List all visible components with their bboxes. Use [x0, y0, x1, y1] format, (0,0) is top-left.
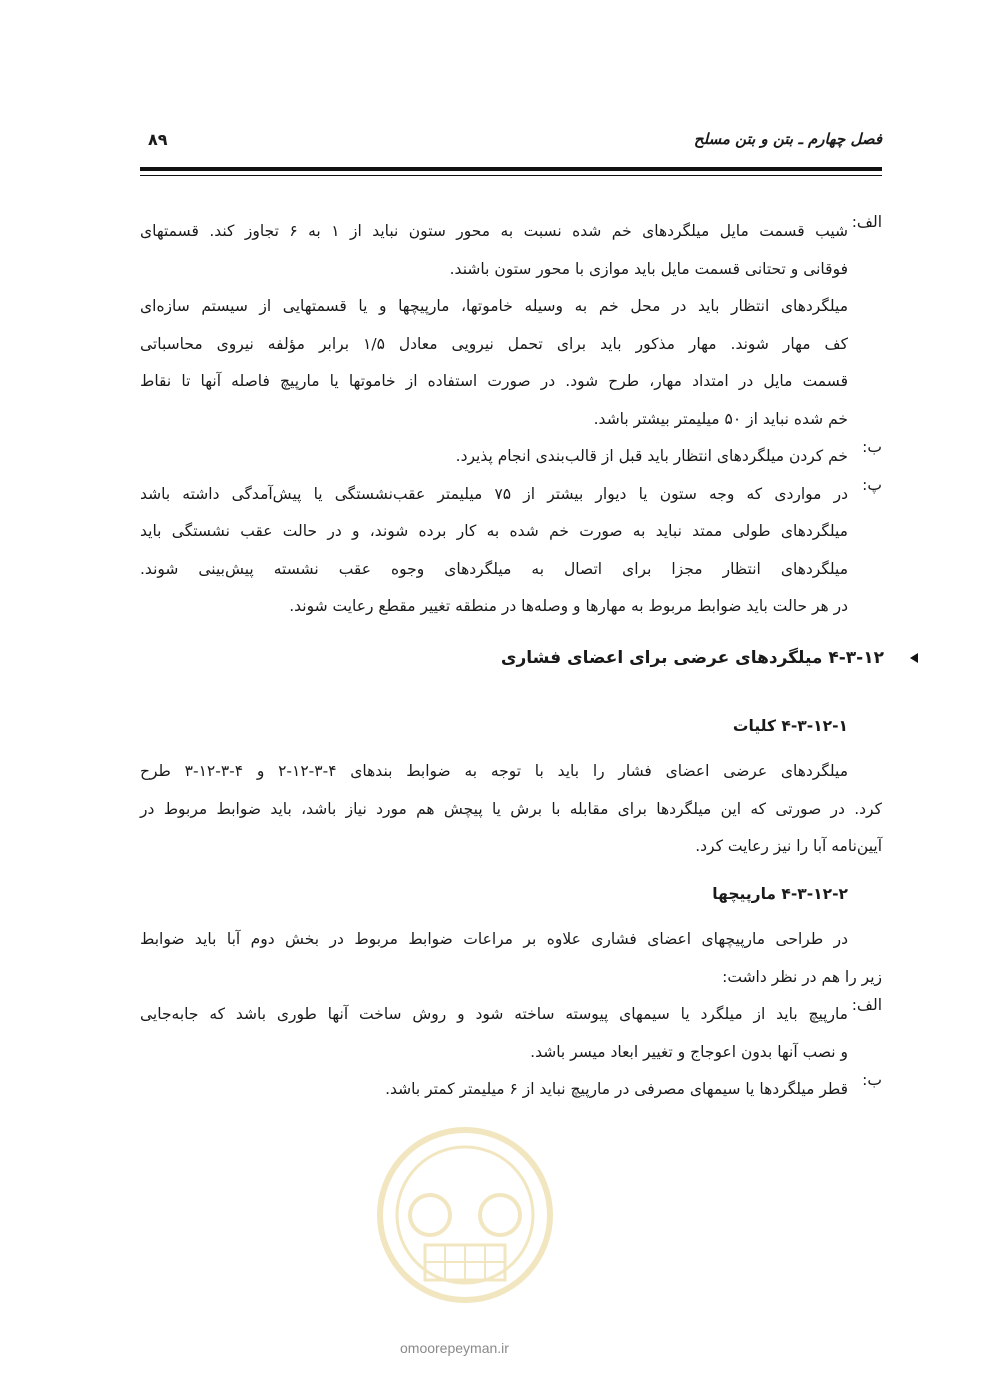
page-content [140, 213, 882, 1109]
item-body [140, 476, 848, 626]
item-marker: الف: [851, 213, 882, 231]
text-line: کف مهار شوند. مهار مذکور باید برای تحمل نیرویی معادل ۱/۵ برابر مؤلفه نیروی محاسباتی [140, 334, 848, 353]
text-line: میلگردهای انتظار باید در محل خم به وسیله خاموتها، مارپیچها و یا قسمتهایی از سیستم سازه‌ای [140, 297, 848, 315]
list-item-alef-2 [140, 996, 882, 1071]
paragraph-line: کرد. در صورتی که این میلگردها برای مقابله با برش یا پیچش هم مورد نیاز باشد، باید ضوابط مربوط در [140, 799, 882, 818]
paragraph-line: میلگردهای عرضی اعضای فشار را باید با توجه به ضوابط بندهای ۴-۳-۱۲-۲ و ۴-۳-۱۲-۳ طرح [140, 762, 848, 780]
page-header [140, 130, 882, 152]
paragraph-line: زیر را هم در نظر داشت: [722, 967, 882, 986]
section-title: ۴-۳-۱۲ میلگردهای عرضی برای اعضای فشاری [500, 647, 884, 668]
paragraph-line: آیین‌نامه آبا را نیز رعایت کرد. [695, 837, 882, 855]
item-marker: پ: [862, 475, 882, 494]
paragraph-line: در طراحی مارپیچهای اعضای فشاری علاوه بر مراعات ضوابط مربوط در بخش دوم آبا باید ضوابط [140, 930, 848, 948]
item-body [140, 213, 848, 438]
item-body [140, 1071, 848, 1109]
item-body [140, 438, 848, 476]
list-item-be-2 [140, 1071, 882, 1109]
text-line: و نصب آنها بدون اعوجاج و تغییر ابعاد میسر باشد. [530, 1042, 848, 1061]
item-marker: ب: [862, 438, 882, 456]
list-item-alef-1 [140, 213, 882, 438]
header-rule-thick [140, 167, 882, 171]
chapter-title: فصل چهارم ـ بتن و بتن مسلح [693, 130, 882, 148]
list-item-be-1 [140, 438, 882, 476]
text-line: قسمت مایل در امتداد مهار، طرح شود. در صورت استفاده از خاموتها یا مارپیچ فاصله آنها تا نقاط [140, 372, 848, 390]
item-marker: الف: [851, 996, 882, 1014]
text-line: شیب قسمت مایل میلگردهای خم شده نسبت به محور ستون نباید از ۱ به ۶ تجاوز کند. قسمتهای [140, 222, 848, 240]
text-line: میلگردهای انتظار مجزا برای اتصال به میلگردهای وجوه عقب نشسته پیش‌بینی شوند. [140, 559, 848, 578]
text-line: مارپیچ باید از میلگرد یا سیمهای پیوسته ساخته شود و روش ساخت آنها طوری باشد که جابه‌جایی [140, 1005, 848, 1023]
text-line: در مواردی که وجه ستون یا دیوار بیشتر از ۷۵ میلیمتر عقب‌نشستگی یا پیش‌آمدگی داشته باشد [140, 484, 848, 503]
subsection-heading-general: ۴-۳-۱۲-۱ کلیات [732, 716, 848, 735]
text-line: در هر حالت باید ضوابط مربوط به مهارها و وصله‌ها در منطقه تغییر مقطع رعایت شوند. [289, 597, 848, 615]
list-item-pe-1 [140, 476, 882, 626]
text-line: قطر میلگردها یا سیمهای مصرفی در مارپیچ نباید از ۶ میلیمتر کمتر باشد. [385, 1080, 848, 1098]
header-rule-thin [140, 175, 882, 176]
watermark-text: omoorepeyman.ir [400, 1340, 509, 1356]
section-heading [140, 638, 882, 678]
text-line: خم شده نباید از ۵۰ میلیمتر بیشتر باشد. [593, 409, 848, 428]
text-line: خم کردن میلگردهای انتظار باید قبل از قالب‌بندی انجام پذیرد. [455, 447, 848, 465]
triangle-bullet-icon [910, 653, 918, 663]
item-marker: ب: [862, 1071, 882, 1089]
page-number: ۸۹ [148, 130, 168, 149]
text-line: فوقانی و تحتانی قسمت مایل باید موازی با محور ستون باشند. [449, 259, 848, 278]
watermark-logo [375, 1120, 555, 1310]
item-body [140, 996, 848, 1071]
subsection-heading-spirals: ۴-۳-۱۲-۲ مارپیچها [712, 884, 848, 903]
text-line: میلگردهای طولی ممتد نباید به صورت خم شده به کار برده شوند، و در حالت عقب نشستگی باید [140, 522, 848, 540]
